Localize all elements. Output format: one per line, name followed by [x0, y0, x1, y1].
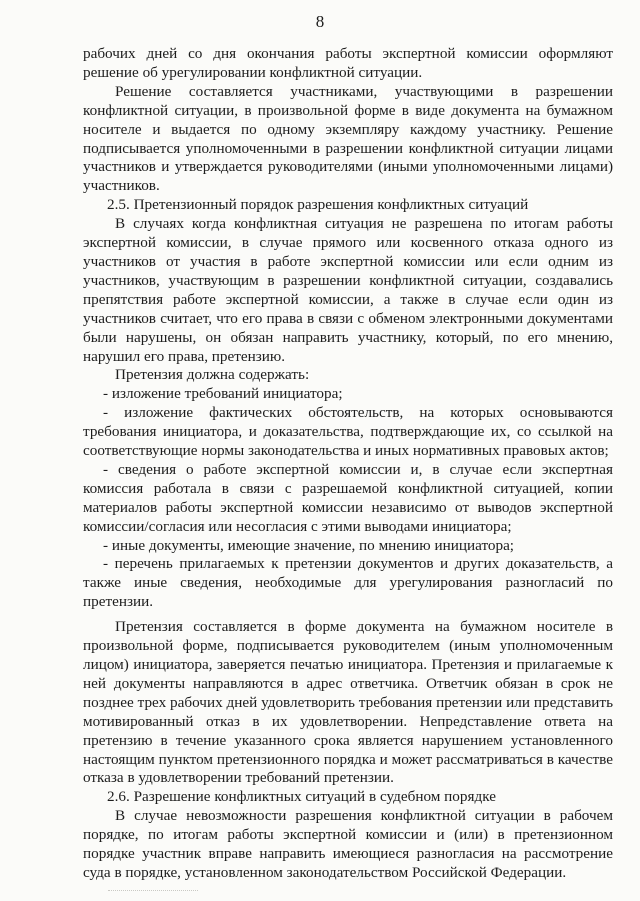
paragraph-claim-conditions: В случаях когда конфликтная ситуация не разрешена по итогам работы экспертной комиссии, в случае прямого или косвенного отказа одного из участников от участия в работе экспертной комиссии или если одним из участников, участвующим в разрешении конфликтной ситуации, создавались препятствия работе экспертной комиссии, а также в случае если один из участников считает, что его права в связи с обменом электронными документами были нарушены, он обязан направить участнику, который, по его мнению, нарушил его права, претензию.: [83, 215, 613, 365]
list-item-commission-info: - сведения о работе экспертной комиссии и, в случае если экспертная комиссия работала в связи с разрешаемой конфликтной ситуацией, копии материалов работы экспертной комиссии независимо от выводов экспертной комиссии/согласия или несогласия с этими выводами инициатора;: [83, 460, 613, 535]
paragraph-claim-form: Претензия составляется в форме документа на бумажном носителе в произвольной форме, подписывается руководителем (иным уполномоченным лицом) инициатора, заверяется печатью инициатора. Претензия и прилагаемые к ней документы направляются в адрес ответчика. Ответчик обязан в срок не позднее трех рабочих дней удовлетворить требования претензии или представить мотивированный отказ в их удовлетворении. Непредставление ответа на претензию в течение указанного срока является нарушением установленного настоящим пунктом претензионного порядка и может рассматриваться в качестве отказа в удовлетворении требований претензии.: [83, 618, 613, 787]
page-number: 8: [315, 12, 325, 31]
paragraph-claim-contents-intro: Претензия должна содержать:: [115, 366, 310, 384]
section-heading-2-6: 2.6. Разрешение конфликтных ситуаций в судебном порядке: [107, 788, 496, 806]
paragraph-court-procedure: В случае невозможности разрешения конфликтной ситуации в рабочем порядке, по итогам работы экспертной комиссии и (или) в претензионном порядке участник вправе направить имеющиеся разногласия на рассмотрение суда в порядке, установленном законодательством Российской Федерации.: [83, 807, 613, 881]
list-item-other-documents: - иные документы, имеющие значение, по мнению инициатора;: [103, 536, 515, 554]
paragraph-continuation: рабочих дней со дня окончания работы экспертной комиссии оформляют решение об урегулировании конфликтной ситуации.: [83, 45, 613, 81]
list-item-circumstances: - изложение фактических обстоятельств, на которых основываются требования инициатора, и доказательства, подтверждающие их, со ссылкой на соответствующие нормы законодательства и иных нормативных правовых актов;: [83, 404, 613, 460]
list-item-attachments: - перечень прилагаемых к претензии документов и других доказательств, а также иные сведения, необходимые для урегулирования разногласий по претензии.: [83, 555, 613, 611]
list-item-requirements: - изложение требований инициатора;: [103, 385, 343, 403]
paragraph-decision: Решение составляется участниками, участвующими в разрешении конфликтной ситуации, в произвольной форме в виде документа на бумажном носителе и выдается по одному экземпляру каждому участнику. Решение подписывается уполномоченными в разрешении конфликтной ситуации лицами участников и утверждается руководителями (иными уполномоченными лицами) участников.: [83, 82, 613, 195]
document-body: [83, 45, 613, 883]
section-heading-2-5: 2.5. Претензионный порядок разрешения конфликтных ситуаций: [107, 196, 529, 214]
scan-artifact: [108, 890, 198, 893]
